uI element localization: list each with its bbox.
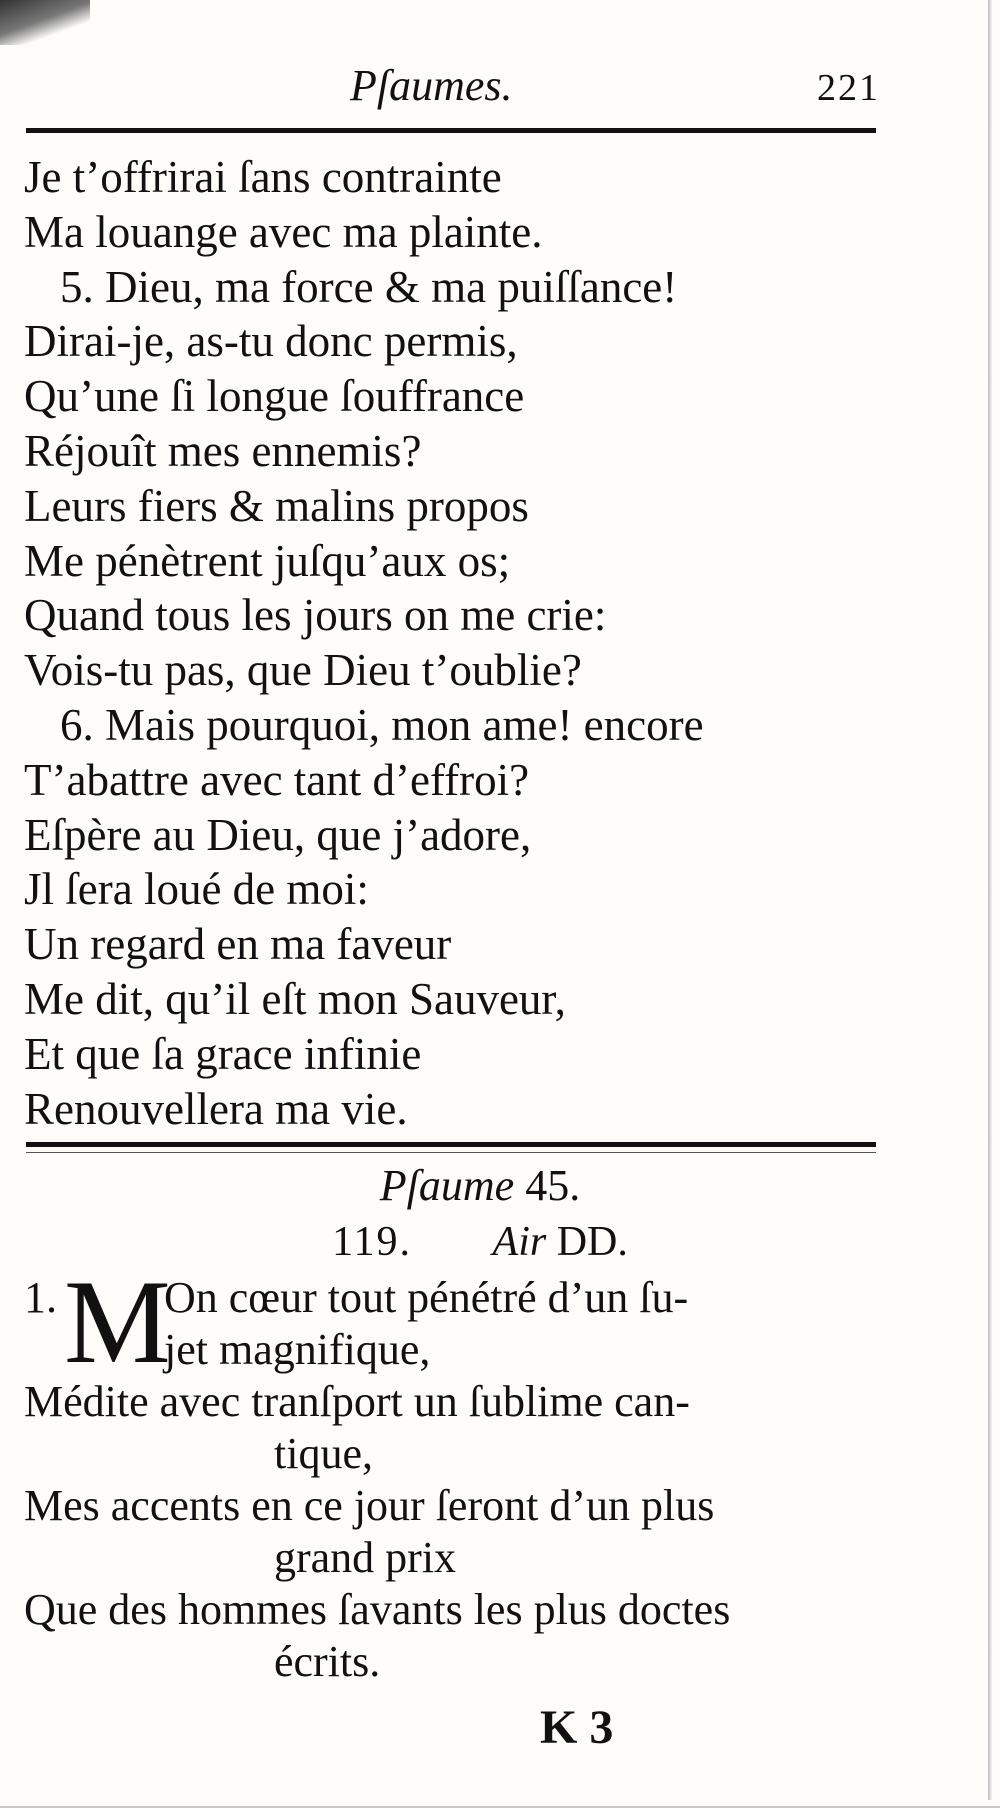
verse-line: Eſpère au Dieu, que j’adore,: [24, 809, 532, 860]
verse-line: Je t’offrirai ſans contrainte: [24, 152, 502, 202]
psalm-title: [0, 1160, 980, 1211]
section-rule: [26, 1142, 876, 1147]
verse-line: 6. Mais pourquoi, mon ame! encore: [60, 699, 704, 750]
stanza-line: Que des hommes ſavants les plus doctes: [24, 1585, 731, 1634]
verse-line: Quand tous les jours on me crie:: [24, 590, 607, 641]
psalm-title-number: 45.: [525, 1161, 581, 1210]
page-edge-bottom: [0, 1806, 1000, 1820]
verse-line: Qu’une ſi longue ſouffrance: [24, 371, 525, 422]
signature-mark: K 3: [540, 1701, 614, 1754]
stanza-line: grand prix: [274, 1533, 457, 1582]
stanza-number: 1.: [24, 1273, 57, 1322]
verse-block: [24, 150, 904, 1136]
verse-line: Jl ſera loué de moi:: [24, 864, 369, 915]
torn-corner-mark: [0, 0, 90, 45]
header-rule: [26, 128, 876, 133]
dropcap-lines: [24, 1255, 904, 1388]
verse-line: Dirai-je, as-tu donc permis,: [24, 316, 518, 367]
verse-line: Renouvellera ma vie.: [24, 1083, 408, 1134]
verse-line: Vois-tu pas, que Dieu t’oublie?: [24, 645, 582, 696]
verse-line: Réjouît mes ennemis?: [24, 425, 422, 476]
page-number: 221: [817, 67, 880, 109]
page-edge-right: [988, 0, 992, 1800]
verse-line: Ma louange avec ma plainte.: [24, 206, 543, 257]
verse-line: Me pénètrent juſqu’aux os;: [24, 535, 511, 586]
stanza-line: On cœur tout pénétré d’un ſu-: [164, 1273, 689, 1322]
stanza-line: tique,: [274, 1429, 373, 1478]
stanza-line: jet magnifique,: [164, 1325, 431, 1374]
stanza-line: Médite avec tranſport un ſublime can-: [24, 1377, 690, 1426]
verse-line: Leurs fiers & malins propos: [24, 480, 529, 531]
verse-line: T’abattre avec tant d’effroi?: [24, 754, 530, 805]
stanza-block: [24, 1255, 904, 1688]
stanza-line: écrits.: [274, 1637, 381, 1686]
hymn-number: 119.: [332, 1219, 413, 1265]
stanza-line: Mes accents en ce jour ſeront d’un plus: [24, 1481, 715, 1530]
verse-line: Un regard en ma faveur: [24, 919, 452, 970]
drop-cap: M: [64, 1255, 171, 1388]
verse-line: Me dit, qu’il eſt mon Sauveur,: [24, 973, 566, 1024]
section-rule-thin: [26, 1152, 876, 1153]
psalm-title-word: Pſaume: [379, 1161, 515, 1210]
verse-line: 5. Dieu, ma force & ma puiſſance!: [60, 261, 678, 312]
verse-line: Et que ſa grace infinie: [24, 1028, 422, 1079]
page-header: [30, 60, 880, 120]
air-code: DD.: [556, 1219, 628, 1265]
air-label: Air: [492, 1219, 547, 1265]
running-title: Pſaumes.: [350, 61, 513, 110]
